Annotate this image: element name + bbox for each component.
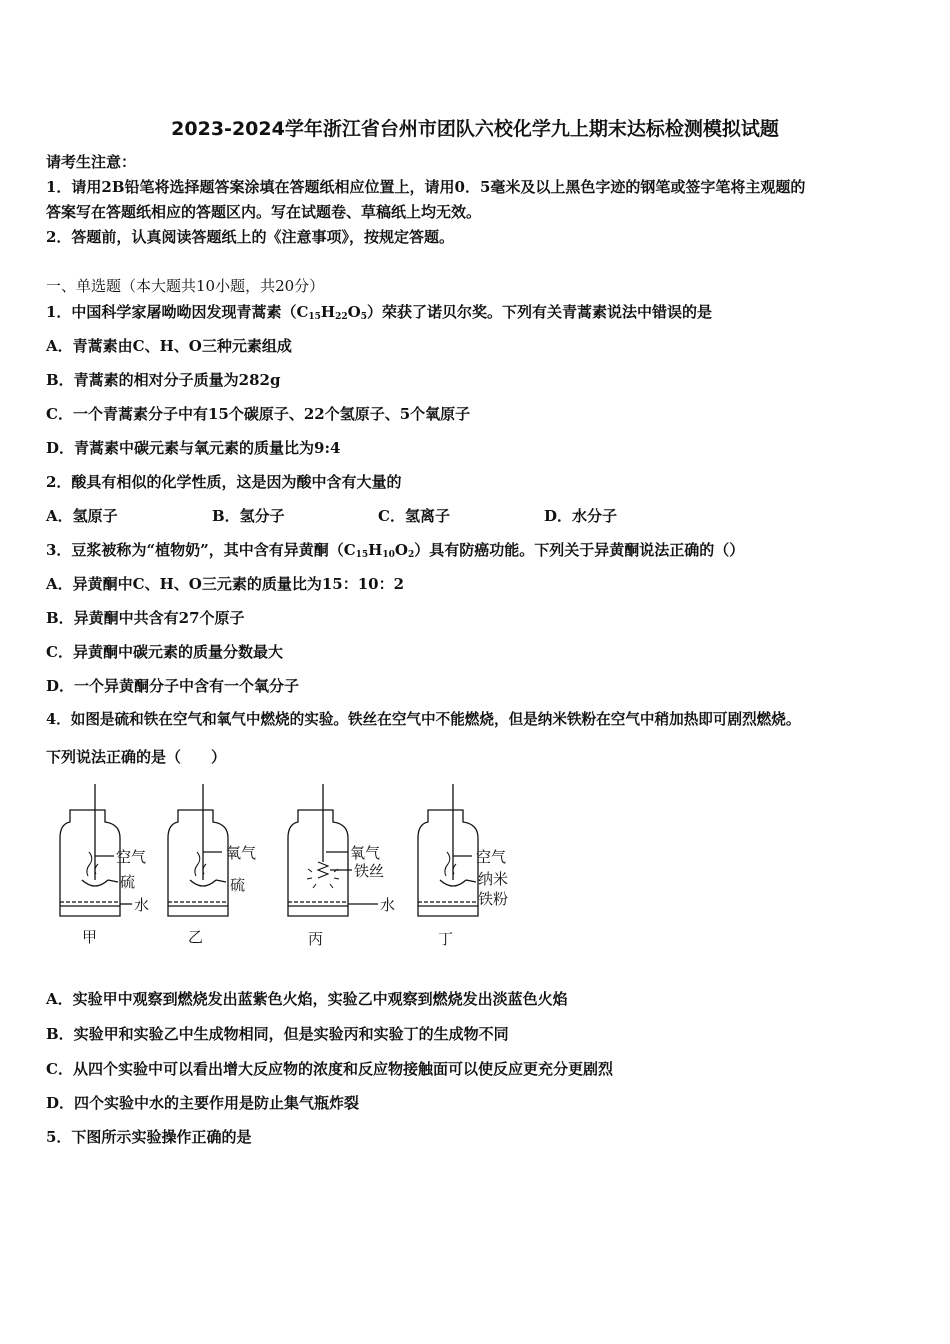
q4-option-a: A．实验甲中观察到燃烧发出蓝紫色火焰，实验乙中观察到燃烧发出淡蓝色火焰: [46, 990, 568, 1008]
question-3-stem: 3．豆浆被称为“植物奶”，其中含有异黄酮$(C_{15}H_{10}O_2)$具有防癌功能。下列关于异黄酮说法正确的（）: [46, 541, 745, 560]
label-ding-gas: 空气: [476, 848, 507, 866]
notice-line-1: 1．请用2B铅笔将选择题答案涂填在答题纸相应位置上，请用0．5毫米及以上黑色字迹的钢笔或签字笔将主观题的: [46, 178, 806, 196]
q4-option-d: D．四个实验中水的主要作用是防止集气瓶炸裂: [46, 1094, 360, 1112]
page-title: 2023-2024学年浙江省台州市团队六校化学九上期末达标检测模拟试题: [171, 118, 779, 140]
q3-option-d: D．一个异黄酮分子中含有一个氧分子: [46, 677, 300, 695]
q1-option-b: B．青蒿素的相对分子质量为282g: [46, 371, 281, 389]
question-4-stem: 4．如图是硫和铁在空气和氧气中燃烧的实验。铁丝在空气中不能燃烧，但是纳米铁粉在空气中稍加热即可剧烈燃烧。: [46, 711, 801, 728]
question-2-stem: 2．酸具有相似的化学性质，这是因为酸中含有大量的: [46, 473, 402, 491]
label-bing: 丙: [308, 930, 324, 948]
bottle-ding: [418, 784, 478, 916]
q1-option-c: C．一个青蒿素分子中有15个碳原子、22个氢原子、5个氧原子: [46, 405, 471, 423]
section-heading: 一、单选题（本大题共10小题，共20分）: [46, 277, 325, 295]
label-water-right: 水: [380, 896, 396, 914]
question-4-stem-2: 下列说法正确的是（ ）: [46, 748, 227, 766]
notice-line-1b: 答案写在答题纸相应的答题区内。写在试题卷、草稿纸上均无效。: [46, 203, 482, 221]
label-jia-gas: 空气: [116, 848, 147, 866]
q3-option-c: C．异黄酮中碳元素的质量分数最大: [46, 643, 283, 661]
notice-line-2: 2．答题前，认真阅读答题纸上的《注意事项》，按规定答题。: [46, 228, 454, 246]
label-yi-gas: 氧气: [226, 844, 257, 862]
label-yi-solid: 硫: [230, 876, 246, 894]
q2-options: [46, 506, 710, 526]
label-ding-solid-1: 纳米: [478, 870, 509, 888]
bottle-yi: [168, 784, 228, 916]
question-5-stem: 5．下图所示实验操作正确的是: [46, 1128, 252, 1146]
label-jia-solid: 硫: [120, 873, 136, 891]
combustion-experiment-figure: [40, 780, 540, 960]
q1-option-a: A．青蒿素由C、H、O三种元素组成: [46, 337, 292, 355]
label-ding: 丁: [438, 930, 454, 948]
q2-option-d: D．水分子: [544, 507, 618, 525]
label-jia: 甲: [82, 928, 98, 946]
q3-option-a: A．异黄酮中C、H、O三元素的质量比为15：10：2: [46, 575, 405, 593]
q1-option-d: D．青蒿素中碳元素与氧元素的质量比为9:4: [46, 439, 341, 457]
notice-heading: 请考生注意：: [46, 153, 137, 171]
label-bing-gas: 氧气: [350, 844, 381, 862]
q4-option-c: C．从四个实验中可以看出增大反应物的浓度和反应物接触面可以使反应更充分更剧烈: [46, 1060, 613, 1078]
label-bing-solid: 铁丝: [354, 862, 385, 880]
q2-option-b: B．氢分子: [212, 507, 285, 525]
label-yi: 乙: [188, 928, 204, 946]
q3-option-b: B．异黄酮中共含有27个原子: [46, 609, 245, 627]
label-ding-solid-2: 铁粉: [478, 890, 509, 908]
q2-option-a: A．氢原子: [46, 507, 118, 525]
q4-option-b: B．实验甲和实验乙中生成物相同，但是实验丙和实验丁的生成物不同: [46, 1025, 509, 1043]
label-water-left: 水: [134, 896, 150, 914]
q2-option-c: C．氢离子: [378, 507, 450, 525]
question-1-stem: 1．中国科学家屠呦呦因发现青蒿素$(C_{15}H_{22}O_5)$荣获了诺贝尔奖。下列有关青蒿素说法中错误的是: [46, 303, 712, 322]
